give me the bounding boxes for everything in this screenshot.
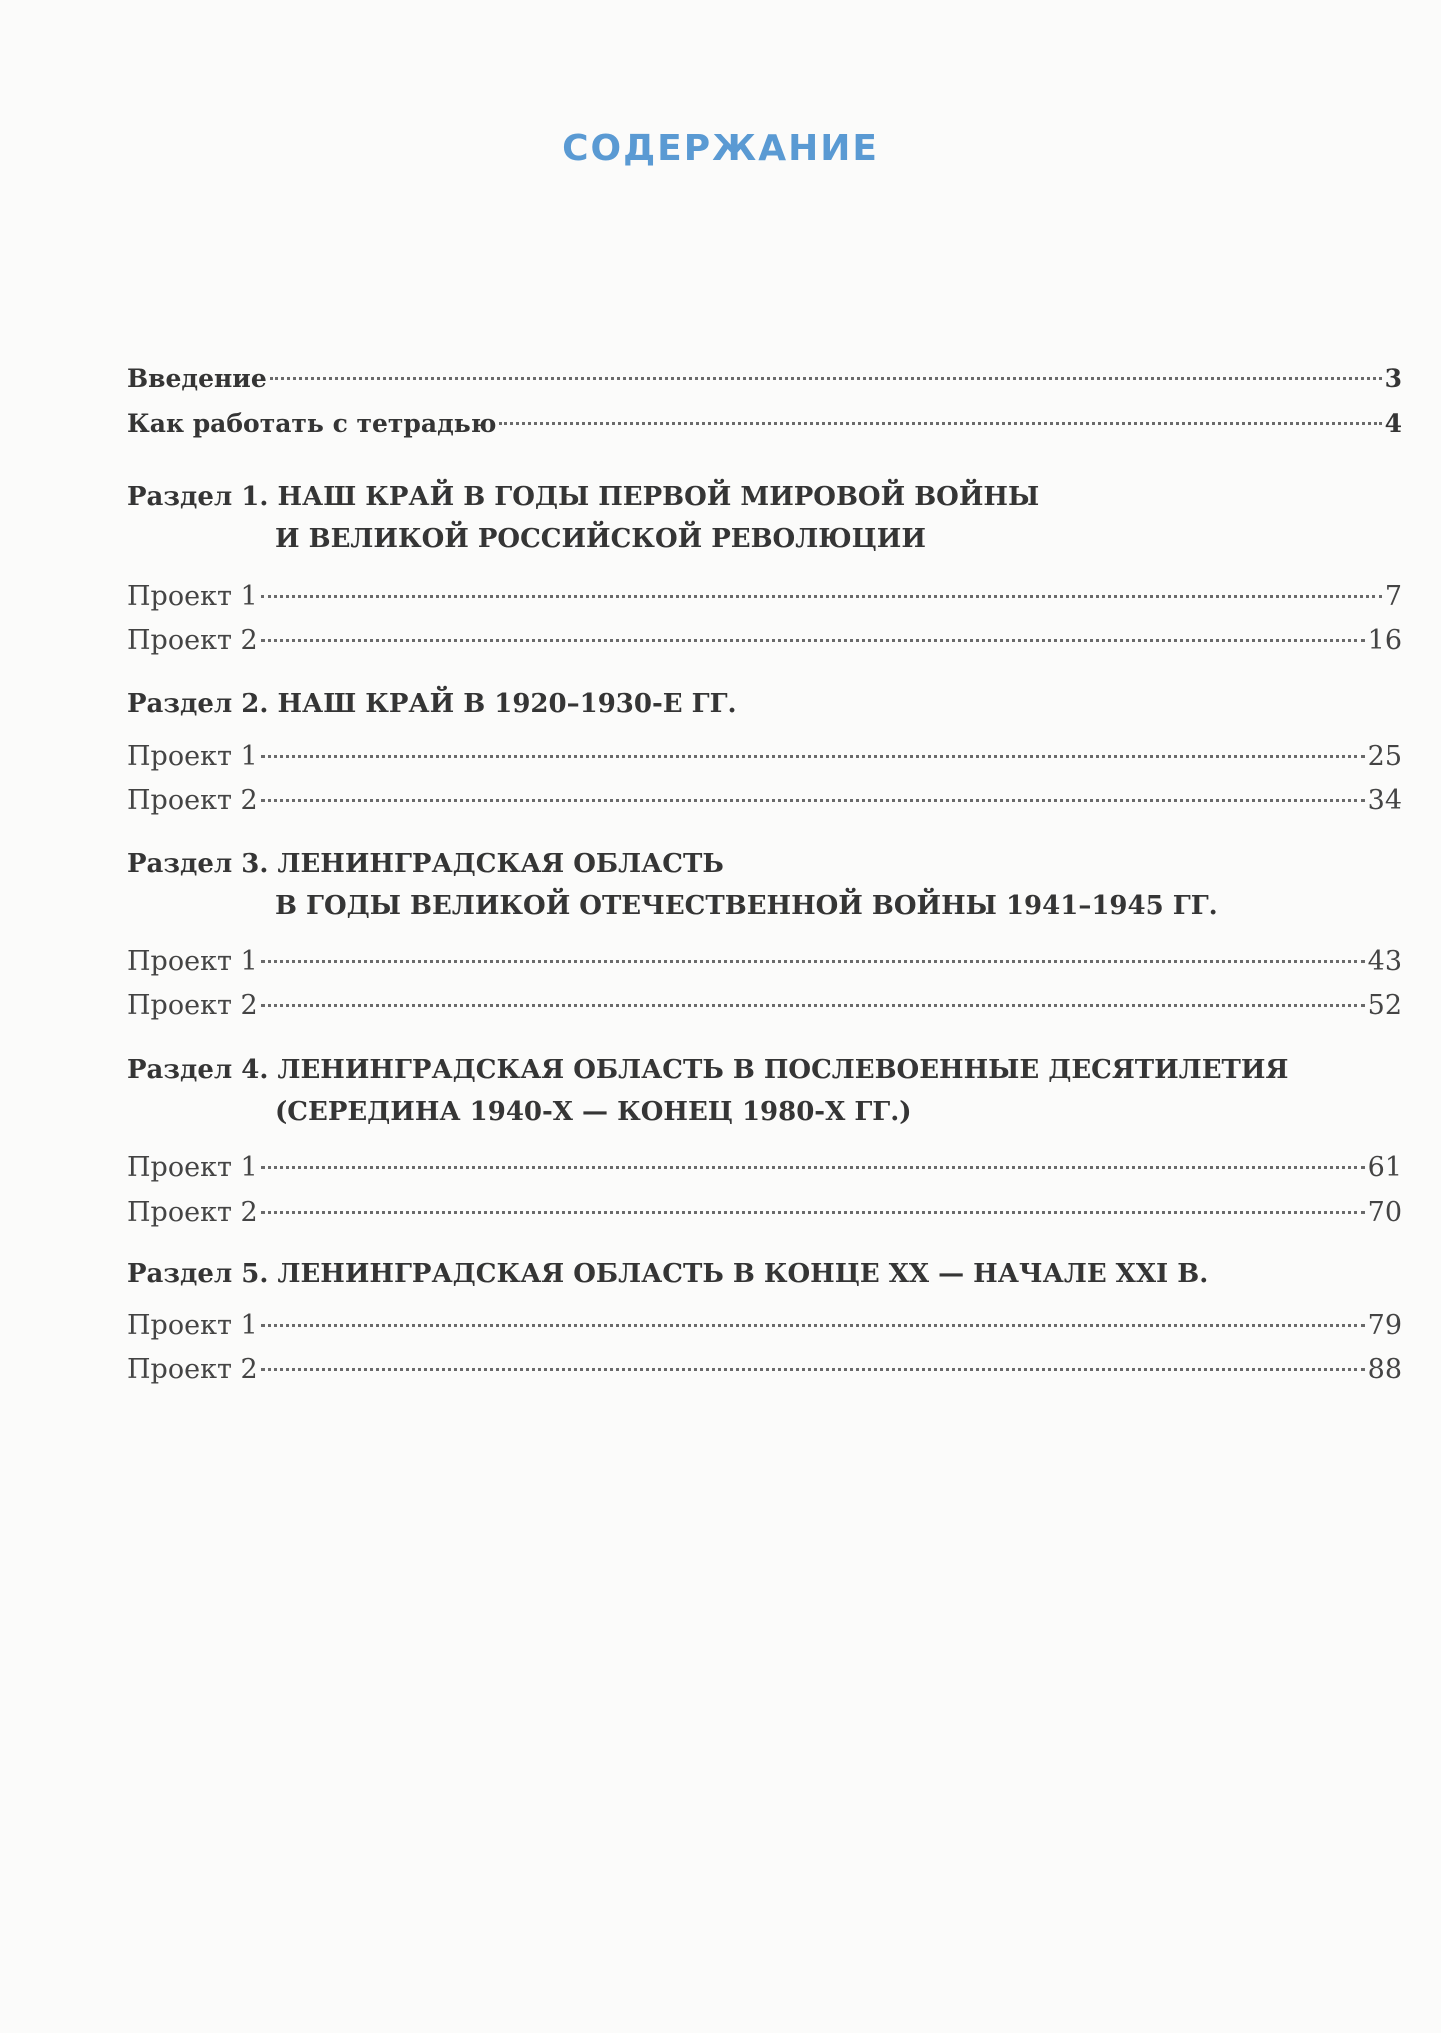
section-heading-3 bbox=[127, 843, 1402, 927]
leader-dots bbox=[261, 960, 1365, 963]
toc-page-number: 88 bbox=[1367, 1354, 1402, 1385]
section-heading-2 bbox=[127, 683, 1402, 725]
toc-page-number: 34 bbox=[1367, 785, 1402, 816]
section-title-line2: И ВЕЛИКОЙ РОССИЙСКОЙ РЕВОЛЮЦИИ bbox=[275, 524, 926, 554]
leader-dots bbox=[261, 1324, 1365, 1327]
toc-entry-label: Проект 2 bbox=[127, 990, 258, 1021]
toc-entry-intro[interactable] bbox=[127, 359, 1402, 399]
toc-page-number: 25 bbox=[1367, 741, 1402, 772]
toc-entry-label: Введение bbox=[127, 364, 267, 393]
toc-entry-label: Проект 1 bbox=[127, 581, 258, 612]
section-title-line1: ЛЕНИНГРАДСКАЯ ОБЛАСТЬ В ПОСЛЕВОЕННЫЕ ДЕСЯТИЛЕТИЯ bbox=[277, 1055, 1289, 1085]
leader-dots bbox=[261, 755, 1365, 758]
page-title: СОДЕРЖАНИЕ bbox=[562, 128, 879, 169]
toc-entry-label: Проект 1 bbox=[127, 1152, 258, 1183]
section-title-line1: ЛЕНИНГРАДСКАЯ ОБЛАСТЬ В КОНЦЕ XX — НАЧАЛЕ XXI В. bbox=[277, 1259, 1209, 1289]
toc-entry-s3-p2[interactable] bbox=[127, 986, 1402, 1026]
leader-dots bbox=[261, 1166, 1365, 1169]
toc-page-number: 79 bbox=[1367, 1310, 1402, 1341]
toc-page-number: 16 bbox=[1367, 625, 1402, 656]
leader-dots bbox=[261, 1368, 1365, 1371]
section-title-line1: НАШ КРАЙ В ГОДЫ ПЕРВОЙ МИРОВОЙ ВОЙНЫ bbox=[277, 482, 1040, 512]
section-number: Раздел 5. bbox=[127, 1259, 269, 1289]
toc-entry-label: Проект 1 bbox=[127, 741, 258, 772]
toc-entry-label: Проект 2 bbox=[127, 785, 258, 816]
toc-entry-label: Проект 1 bbox=[127, 1310, 258, 1341]
section-heading-4 bbox=[127, 1049, 1402, 1133]
toc-entry-s5-p1[interactable] bbox=[127, 1306, 1402, 1346]
section-number: Раздел 2. bbox=[127, 689, 269, 719]
toc-entry-label: Проект 1 bbox=[127, 946, 258, 977]
toc-entry-how-to-work[interactable] bbox=[127, 404, 1402, 444]
toc-page-number: 7 bbox=[1384, 581, 1402, 612]
toc-entry-s3-p1[interactable] bbox=[127, 942, 1402, 982]
section-number: Раздел 3. bbox=[127, 849, 269, 879]
toc-entry-s2-p1[interactable] bbox=[127, 737, 1402, 777]
leader-dots bbox=[261, 1211, 1365, 1214]
section-title-line1: НАШ КРАЙ В 1920–1930-Е ГГ. bbox=[277, 689, 737, 719]
toc-page-number: 61 bbox=[1367, 1152, 1402, 1183]
toc-page-number: 3 bbox=[1384, 364, 1402, 393]
section-title-line2: В ГОДЫ ВЕЛИКОЙ ОТЕЧЕСТВЕННОЙ ВОЙНЫ 1941–1945 ГГ. bbox=[275, 891, 1218, 921]
leader-dots bbox=[261, 639, 1365, 642]
toc-entry-s4-p1[interactable] bbox=[127, 1148, 1402, 1188]
section-title-line1: ЛЕНИНГРАДСКАЯ ОБЛАСТЬ bbox=[277, 849, 724, 879]
leader-dots bbox=[261, 1004, 1365, 1007]
toc-page-number: 70 bbox=[1367, 1197, 1402, 1228]
section-number: Раздел 4. bbox=[127, 1055, 269, 1085]
leader-dots bbox=[261, 595, 1382, 598]
toc-entry-s4-p2[interactable] bbox=[127, 1193, 1402, 1233]
toc-entry-s2-p2[interactable] bbox=[127, 781, 1402, 821]
section-title-line2: (СЕРЕДИНА 1940-Х — КОНЕЦ 1980-Х ГГ.) bbox=[275, 1097, 912, 1127]
leader-dots bbox=[499, 422, 1381, 425]
toc-entry-s1-p2[interactable] bbox=[127, 621, 1402, 661]
toc-entry-label: Проект 2 bbox=[127, 625, 258, 656]
section-heading-1 bbox=[127, 476, 1402, 560]
toc-entry-s1-p1[interactable] bbox=[127, 577, 1402, 617]
section-heading-5 bbox=[127, 1253, 1402, 1295]
toc-page-number: 4 bbox=[1384, 409, 1402, 438]
toc-entry-label: Проект 2 bbox=[127, 1354, 258, 1385]
toc-entry-s5-p2[interactable] bbox=[127, 1350, 1402, 1390]
leader-dots bbox=[261, 799, 1365, 802]
section-number: Раздел 1. bbox=[127, 482, 269, 512]
toc-page-number: 52 bbox=[1367, 990, 1402, 1021]
leader-dots bbox=[270, 377, 1382, 380]
toc-entry-label: Как работать с тетрадью bbox=[127, 409, 497, 438]
toc-page-number: 43 bbox=[1367, 946, 1402, 977]
toc-entry-label: Проект 2 bbox=[127, 1197, 258, 1228]
